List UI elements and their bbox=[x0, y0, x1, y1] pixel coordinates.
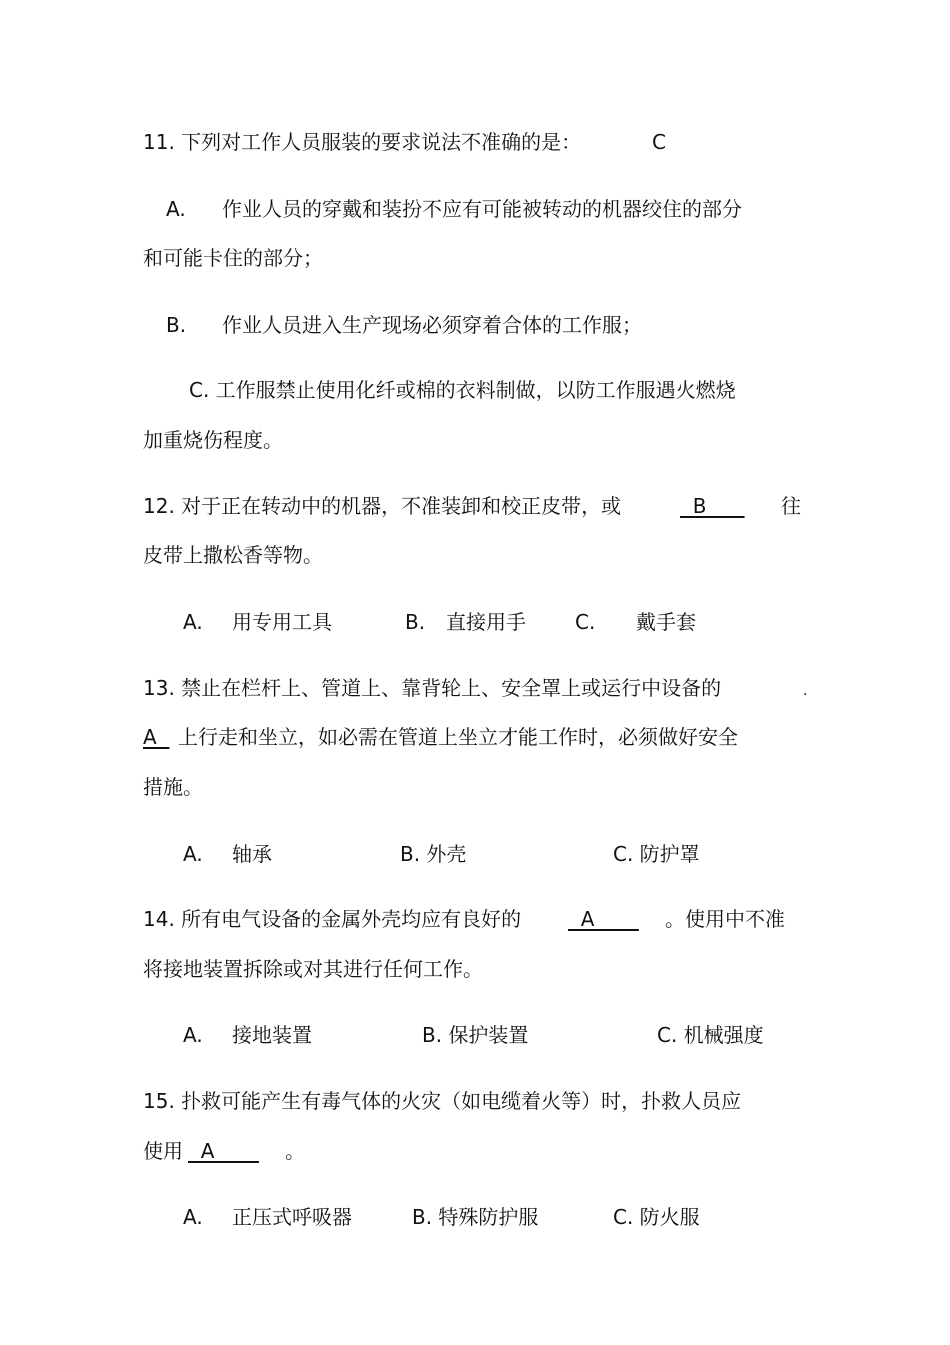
q15-stem-cont: 使用 bbox=[143, 1139, 183, 1163]
q14-option-a-text: 接地装置 bbox=[232, 1023, 312, 1047]
q15-option-a-label: A. bbox=[183, 1205, 203, 1229]
q11-stem: 11. 下列对工作人员服装的要求说法不准确的是： bbox=[143, 130, 582, 154]
q14-stem-tail: 。使用中不准 bbox=[665, 907, 785, 931]
q11-option-a-label: A. bbox=[166, 197, 186, 221]
q12-option-c-label: C. bbox=[575, 610, 596, 634]
q12-option-c-text: 戴手套 bbox=[636, 610, 696, 634]
q14-option-b: B. 保护装置 bbox=[422, 1023, 529, 1047]
q13-stem-cont-2: 措施。 bbox=[143, 775, 203, 799]
q14-stem: 14. 所有电气设备的金属外壳均应有良好的 bbox=[143, 907, 522, 931]
q13-option-a-label: A. bbox=[183, 842, 203, 866]
q13-option-c: C. 防护罩 bbox=[613, 842, 700, 866]
q15-stem: 15. 扑救可能产生有毒气体的火灾（如电缆着火等）时，扑救人员应 bbox=[143, 1089, 742, 1113]
q15-answer-blank: A bbox=[188, 1139, 259, 1163]
q14-stem-cont: 将接地装置拆除或对其进行任何工作。 bbox=[143, 957, 483, 981]
q15-option-b: B. 特殊防护服 bbox=[412, 1205, 539, 1229]
q13-option-b: B. 外壳 bbox=[400, 842, 467, 866]
q11-option-b-text: 作业人员进入生产现场必须穿着合体的工作服； bbox=[222, 313, 642, 337]
q13-stem-cont: 上行走和坐立，如必需在管道上坐立才能工作时，必须做好安全 bbox=[178, 725, 738, 749]
q12-stem-tail: 往 bbox=[781, 494, 801, 518]
q11-option-b-label: B. bbox=[166, 313, 187, 337]
q15-stem-tail: 。 bbox=[285, 1139, 305, 1163]
q11-option-c-text-cont: 加重烧伤程度。 bbox=[143, 428, 283, 452]
q12-option-b-label: B. bbox=[405, 610, 426, 634]
q12-answer-blank: B bbox=[680, 494, 745, 518]
q14-option-a-label: A. bbox=[183, 1023, 203, 1047]
q13-option-a-text: 轴承 bbox=[232, 842, 272, 866]
q12-option-b-text: 直接用手 bbox=[446, 610, 526, 634]
q13-answer-blank: A bbox=[143, 725, 170, 749]
q11-answer: C bbox=[652, 130, 666, 154]
q11-option-a-text: 作业人员的穿戴和装扮不应有可能被转动的机器绞住的部分 bbox=[222, 197, 742, 221]
q14-option-c: C. 机械强度 bbox=[657, 1023, 764, 1047]
q13-stem: 13. 禁止在栏杆上、管道上、靠背轮上、安全罩上或运行中设备的 bbox=[143, 676, 722, 700]
q11-option-a-text-cont: 和可能卡住的部分； bbox=[143, 246, 323, 270]
q13-stray-dot: . bbox=[803, 683, 808, 699]
q12-option-a-label: A. bbox=[183, 610, 203, 634]
q15-option-c: C. 防火服 bbox=[613, 1205, 700, 1229]
q12-option-a-text: 用专用工具 bbox=[232, 610, 332, 634]
q12-stem: 12. 对于正在转动中的机器，不准装卸和校正皮带，或 bbox=[143, 494, 622, 518]
q15-option-a-text: 正压式呼吸器 bbox=[232, 1205, 352, 1229]
q12-stem-cont: 皮带上撒松香等物。 bbox=[143, 543, 323, 567]
q14-answer-blank: A bbox=[568, 907, 639, 931]
q11-option-c-text: C. 工作服禁止使用化纤或棉的衣料制做，以防工作服遇火燃烧 bbox=[189, 378, 736, 402]
